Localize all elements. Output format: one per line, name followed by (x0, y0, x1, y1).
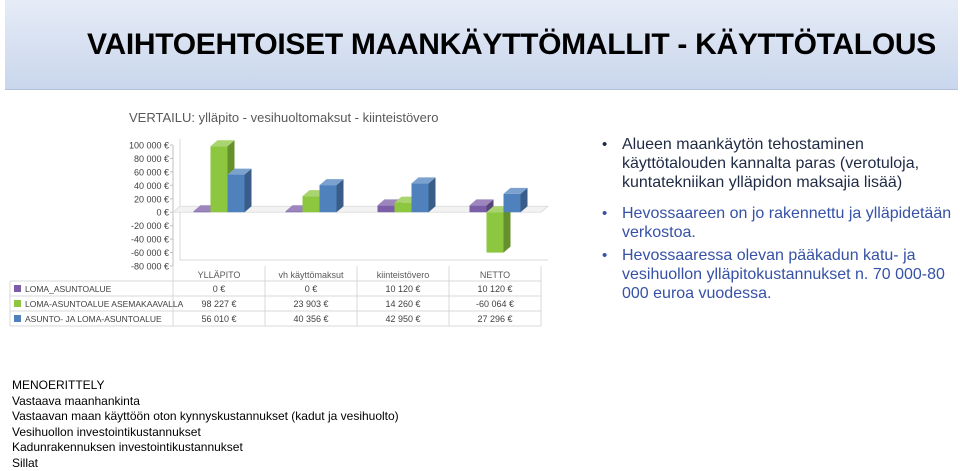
menu-item: Vastaavan maan käyttöön oton kynnyskustannukset (kadut ja vesihuolto) (12, 409, 399, 425)
x-category-label: vh käyttömaksut (278, 270, 344, 280)
data-label: 27 296 € (477, 314, 512, 324)
bullet-item-2 (598, 204, 958, 242)
y-tick-label: 0 € (156, 208, 169, 218)
y-tick-label: 20 000 € (134, 194, 169, 204)
y-tick-label: 100 000 € (129, 141, 169, 151)
x-category-label: NETTO (480, 270, 510, 280)
menu-item: Sillat (12, 456, 399, 471)
y-tick-label: -80 000 € (131, 262, 169, 272)
legend-key (14, 285, 21, 292)
bar-side (245, 169, 252, 213)
data-label: 14 260 € (385, 299, 420, 309)
page-title: VAIHTOEHTOISET MAANKÄYTTÖMALLIT - KÄYTTÖTALOUS (87, 28, 936, 62)
bar-side (429, 177, 436, 212)
bar (211, 146, 228, 212)
expense-breakdown (12, 378, 399, 471)
x-category-label: kiinteistövero (377, 270, 430, 280)
bar (286, 211, 303, 212)
chart-title: VERTAILU: ylläpito - vesihuoltomaksut - kiinteistövero (129, 110, 438, 125)
bar (412, 183, 429, 212)
y-tick-label: 80 000 € (134, 154, 169, 164)
legend-key (14, 300, 21, 307)
legend-key (14, 315, 21, 322)
legend-label: ASUNTO- JA LOMA-ASUNTOALUE (25, 314, 162, 324)
data-label: 98 227 € (201, 299, 236, 309)
bullet-text: Hevossaareen on jo rakennettu ja ylläpidetään verkostoa. (622, 205, 951, 241)
bar (194, 211, 211, 212)
y-tick-label: -40 000 € (131, 235, 169, 245)
bullet-icon: • (602, 246, 607, 265)
chart-area (5, 105, 588, 335)
data-label: 0 € (213, 284, 226, 294)
y-tick-label: -60 000 € (131, 248, 169, 258)
data-label: -60 064 € (476, 299, 514, 309)
data-label: 0 € (305, 284, 318, 294)
bar (487, 212, 504, 252)
title-band (5, 0, 958, 90)
bullet-text: Alueen maankäytön tehostaminen käyttötalouden kannalta paras (verotuloja, kuntatekniikan ylläpidon maksajia lisää) (622, 136, 919, 191)
bullet-icon: • (602, 135, 607, 154)
x-category-label: YLLÄPITO (198, 270, 241, 280)
data-label: 42 950 € (385, 314, 420, 324)
y-tick-label: 60 000 € (134, 167, 169, 177)
data-label: 56 010 € (201, 314, 236, 324)
data-label: 40 356 € (293, 314, 328, 324)
bullet-item-1 (598, 135, 958, 192)
legend-label: LOMA_ASUNTOALUE (25, 284, 112, 294)
bar (320, 185, 337, 212)
data-label: 10 120 € (477, 284, 512, 294)
menu-item: Kadunrakennuksen investointikustannukset (12, 440, 399, 456)
legend-label: LOMA-ASUNTOALUE ASEMAKAAVALLA (25, 299, 184, 309)
bar (228, 175, 245, 213)
bullet-list (598, 135, 958, 315)
bar (378, 205, 395, 212)
bullet-icon: • (602, 204, 607, 223)
bullet-item-3 (598, 246, 958, 303)
bullet-text: Hevossaaressa olevan pääkadun katu- ja vesihuollon ylläpitokustannukset n. 70 000-80 000 euroa vuodessa. (622, 247, 945, 302)
bar (504, 194, 521, 212)
data-label: 10 120 € (385, 284, 420, 294)
bar (470, 205, 487, 212)
bar-side (504, 206, 511, 252)
y-tick-label: 40 000 € (134, 181, 169, 191)
data-label: 23 903 € (293, 299, 328, 309)
bar (303, 196, 320, 212)
bar (395, 203, 412, 213)
menu-heading: MENOERITTELY (12, 378, 399, 394)
y-tick-label: -20 000 € (131, 221, 169, 231)
bar-chart (5, 105, 588, 335)
menu-item: Vesihuollon investointikustannukset (12, 425, 399, 441)
menu-item: Vastaava maanhankinta (12, 394, 399, 410)
